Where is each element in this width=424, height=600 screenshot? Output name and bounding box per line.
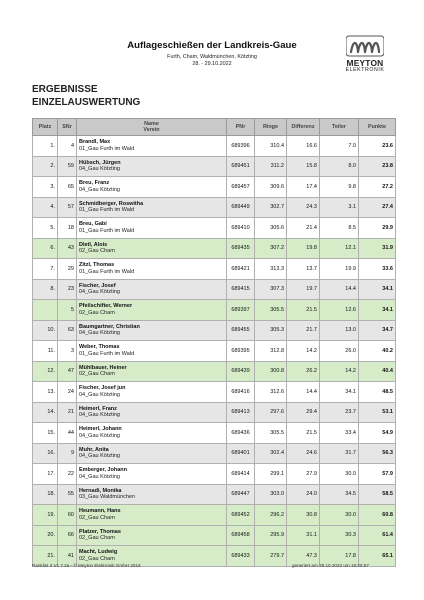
cell-punkte: 33.6: [359, 259, 396, 280]
cell-punkte: 34.1: [359, 279, 396, 300]
cell-teiler: 7.0: [320, 136, 359, 157]
footer-copyright: Ranklist 3 V1.7.2a - © Meyton Elektronik GmbH 2016: [32, 563, 141, 568]
shooter-name: Mühlbauer, Heiner: [79, 364, 127, 371]
shooter-name: Zitzl, Thomas: [79, 262, 115, 269]
cell-ringe: 313.3: [255, 259, 287, 280]
cell-differenz: 21.7: [287, 320, 320, 341]
cell-teiler: 30.0: [320, 505, 359, 526]
cell-teiler: 30.3: [320, 525, 359, 546]
cell-differenz: 21.5: [287, 300, 320, 321]
table-row: [33, 505, 396, 526]
cell-snr: 5: [58, 300, 77, 321]
shooter-club: 04_Gau Kötzting: [79, 473, 120, 480]
table-row: [33, 197, 396, 218]
cell-differenz: 17.4: [287, 177, 320, 198]
shooter-name: Heimerl, Johann: [79, 426, 122, 433]
cell-differenz: 24.3: [287, 197, 320, 218]
table-row: [33, 423, 396, 444]
cell-pnr: 689435: [227, 238, 255, 259]
cell-teiler: 26.0: [320, 341, 359, 362]
cell-pnr: 689439: [227, 361, 255, 382]
cell-name-verein: [77, 484, 227, 505]
col-header-differenz: Differenz: [287, 119, 320, 136]
cell-platz: 8.: [33, 279, 58, 300]
cell-teiler: 14.2: [320, 361, 359, 382]
table-body: [33, 136, 396, 567]
cell-platz: 19.: [33, 505, 58, 526]
cell-snr: 66: [58, 525, 77, 546]
shooter-name: Muhr, Anita: [79, 446, 109, 453]
cell-teiler: 13.0: [320, 320, 359, 341]
table-row: [33, 464, 396, 485]
cell-snr: 41: [58, 546, 77, 567]
col-header-teiler: Teiler: [320, 119, 359, 136]
cell-ringe: 302.7: [255, 197, 287, 218]
cell-ringe: 302.4: [255, 443, 287, 464]
cell-platz: 11.: [33, 341, 58, 362]
cell-pnr: 689447: [227, 484, 255, 505]
cell-pnr: 689458: [227, 525, 255, 546]
cell-punkte: 61.4: [359, 525, 396, 546]
cell-platz: 5.: [33, 218, 58, 239]
shooter-name: Hübsch, Jürgen: [79, 159, 121, 166]
cell-snr: 22: [58, 464, 77, 485]
shooter-club: 03_Gau Waldmünchen: [79, 494, 136, 501]
cell-name-verein: [77, 177, 227, 198]
cell-snr: 23: [58, 279, 77, 300]
shooter-club: 02_Gau Cham: [79, 555, 115, 562]
cell-ringe: 305.3: [255, 320, 287, 341]
cell-teiler: 23.7: [320, 402, 359, 423]
logo-brand-text: MEYTON: [346, 58, 384, 68]
table-row: [33, 341, 396, 362]
table-row: [33, 136, 396, 157]
cell-snr: 44: [58, 423, 77, 444]
cell-punkte: 34.1: [359, 300, 396, 321]
cell-differenz: 19.8: [287, 238, 320, 259]
cell-differenz: 16.6: [287, 136, 320, 157]
cell-platz: 20.: [33, 525, 58, 546]
cell-punkte: 65.1: [359, 546, 396, 567]
cell-pnr: 689416: [227, 382, 255, 403]
cell-punkte: 23.8: [359, 156, 396, 177]
document-dates: 28. - 29.10.2022: [192, 61, 232, 67]
table-row: [33, 525, 396, 546]
shooter-club: 04_Gau Kötzting: [79, 432, 120, 439]
cell-punkte: 60.8: [359, 505, 396, 526]
cell-pnr: 689455: [227, 320, 255, 341]
cell-name-verein: [77, 259, 227, 280]
cell-snr: 59: [58, 156, 77, 177]
col-header-name-verein: [77, 119, 227, 136]
cell-platz: 16.: [33, 443, 58, 464]
logo-subbrand-text: ELEKTRONIK: [345, 67, 385, 73]
cell-punkte: 23.6: [359, 136, 396, 157]
cell-platz: 10.: [33, 320, 58, 341]
shooter-name: Macht, Ludwig: [79, 549, 118, 556]
table-row: [33, 156, 396, 177]
cell-ringe: 296.2: [255, 505, 287, 526]
cell-differenz: 15.8: [287, 156, 320, 177]
cell-ringe: 309.6: [255, 177, 287, 198]
cell-punkte: 29.9: [359, 218, 396, 239]
cell-snr: 47: [58, 361, 77, 382]
shooter-name: Fischer, Josef jun: [79, 385, 126, 392]
cell-snr: 29: [58, 259, 77, 280]
cell-ringe: 305.5: [255, 300, 287, 321]
cell-ringe: 307.3: [255, 279, 287, 300]
cell-name-verein: [77, 505, 227, 526]
cell-pnr: 689457: [227, 177, 255, 198]
cell-pnr: 689415: [227, 279, 255, 300]
cell-punkte: 53.1: [359, 402, 396, 423]
cell-name-verein: [77, 341, 227, 362]
shooter-name: Breu, Gabi: [79, 221, 107, 228]
cell-ringe: 299.1: [255, 464, 287, 485]
cell-pnr: 689396: [227, 136, 255, 157]
cell-differenz: 24.6: [287, 443, 320, 464]
cell-pnr: 689414: [227, 464, 255, 485]
cell-snr: 3: [58, 341, 77, 362]
cell-pnr: 689449: [227, 197, 255, 218]
cell-punkte: 40.4: [359, 361, 396, 382]
cell-platz: 4.: [33, 197, 58, 218]
shooter-club: 02_Gau Cham: [79, 535, 115, 542]
meyton-logo: [340, 34, 390, 76]
cell-pnr: 689452: [227, 505, 255, 526]
shooter-name: Emberger, Johann: [79, 467, 127, 474]
cell-platz: 17.: [33, 464, 58, 485]
cell-pnr: 689395: [227, 341, 255, 362]
cell-differenz: 21.4: [287, 218, 320, 239]
shooter-club: 02_Gau Cham: [79, 248, 115, 255]
shooter-name: Baumgartner, Christian: [79, 323, 140, 330]
cell-snr: 55: [58, 484, 77, 505]
cell-platz: 15.: [33, 423, 58, 444]
cell-pnr: 689413: [227, 402, 255, 423]
footer-generated: generiert am 29.10.2022 um 18:20:57: [292, 563, 369, 568]
shooter-name: Brandl, Max: [79, 139, 111, 146]
cell-teiler: 12.6: [320, 300, 359, 321]
table-row: [33, 382, 396, 403]
cell-pnr: 689433: [227, 546, 255, 567]
cell-punkte: 56.3: [359, 443, 396, 464]
cell-platz: 13.: [33, 382, 58, 403]
cell-ringe: 311.2: [255, 156, 287, 177]
cell-name-verein: [77, 279, 227, 300]
shooter-club: 02_Gau Cham: [79, 371, 115, 378]
cell-snr: 43: [58, 238, 77, 259]
table-row: [33, 218, 396, 239]
cell-teiler: 3.1: [320, 197, 359, 218]
cell-teiler: 8.5: [320, 218, 359, 239]
table-row: [33, 177, 396, 198]
cell-differenz: 21.5: [287, 423, 320, 444]
cell-punkte: 27.4: [359, 197, 396, 218]
cell-ringe: 312.8: [255, 341, 287, 362]
cell-differenz: 26.2: [287, 361, 320, 382]
table-row: [33, 279, 396, 300]
table-row: [33, 300, 396, 321]
cell-teiler: 9.8: [320, 177, 359, 198]
shooter-club: 04_Gau Kötzting: [79, 289, 120, 296]
shooter-club: 01_Gau Furth im Wald: [79, 268, 135, 275]
cell-name-verein: [77, 423, 227, 444]
cell-punkte: 48.5: [359, 382, 396, 403]
cell-snr: 63: [58, 320, 77, 341]
cell-teiler: 19.9: [320, 259, 359, 280]
cell-ringe: 279.7: [255, 546, 287, 567]
col-header-name: Name: [144, 120, 159, 127]
cell-platz: 12.: [33, 361, 58, 382]
cell-platz: 1.: [33, 136, 58, 157]
cell-differenz: 31.1: [287, 525, 320, 546]
shooter-club: 04_Gau Kötzting: [79, 412, 120, 419]
col-header-ringe: Ringe: [255, 119, 287, 136]
cell-ringe: 310.4: [255, 136, 287, 157]
cell-ringe: 303.0: [255, 484, 287, 505]
cell-punkte: 34.7: [359, 320, 396, 341]
cell-pnr: 689436: [227, 423, 255, 444]
shooter-club: 02_Gau Cham: [79, 514, 115, 521]
cell-platz: 2.: [33, 156, 58, 177]
cell-differenz: 47.3: [287, 546, 320, 567]
cell-teiler: 30.0: [320, 464, 359, 485]
cell-pnr: 689451: [227, 156, 255, 177]
cell-pnr: 689410: [227, 218, 255, 239]
table-row: [33, 320, 396, 341]
cell-punkte: 54.9: [359, 423, 396, 444]
shooter-name: Hernadi, Monika: [79, 487, 122, 494]
cell-platz: [33, 300, 58, 321]
cell-snr: 57: [58, 197, 77, 218]
shooter-name: Platzer, Thomas: [79, 528, 121, 535]
cell-ringe: 295.9: [255, 525, 287, 546]
cell-name-verein: [77, 402, 227, 423]
cell-name-verein: [77, 156, 227, 177]
cell-differenz: 24.0: [287, 484, 320, 505]
table-header-row: [33, 119, 396, 136]
meyton-logo-mark-icon: [346, 34, 384, 58]
table-row: [33, 259, 396, 280]
cell-differenz: 14.2: [287, 341, 320, 362]
cell-differenz: 19.7: [287, 279, 320, 300]
cell-pnr: 689401: [227, 443, 255, 464]
cell-name-verein: [77, 464, 227, 485]
cell-teiler: 17.8: [320, 546, 359, 567]
cell-name-verein: [77, 361, 227, 382]
shooter-name: Breu, Franz: [79, 180, 110, 187]
cell-teiler: 14.4: [320, 279, 359, 300]
cell-platz: 7.: [33, 259, 58, 280]
table-row: [33, 402, 396, 423]
shooter-club: 04_Gau Kötzting: [79, 166, 120, 173]
cell-snr: 21: [58, 402, 77, 423]
shooter-name: Dietl, Alois: [79, 241, 108, 248]
cell-platz: 18.: [33, 484, 58, 505]
cell-snr: 65: [58, 177, 77, 198]
cell-name-verein: [77, 238, 227, 259]
cell-differenz: 14.4: [287, 382, 320, 403]
shooter-name: Weber, Thomas: [79, 344, 120, 351]
cell-differenz: 27.9: [287, 464, 320, 485]
cell-name-verein: [77, 218, 227, 239]
cell-snr: 4: [58, 136, 77, 157]
cell-ringe: 307.2: [255, 238, 287, 259]
cell-teiler: 33.4: [320, 423, 359, 444]
table-row: [33, 443, 396, 464]
col-header-punkte: Punkte: [359, 119, 396, 136]
shooter-name: Heumann, Hans: [79, 508, 121, 515]
table-row: [33, 484, 396, 505]
col-header-pnr: PNr: [227, 119, 255, 136]
shooter-club: 04_Gau Kötzting: [79, 186, 120, 193]
cell-pnr: 689421: [227, 259, 255, 280]
cell-punkte: 40.2: [359, 341, 396, 362]
cell-platz: 14.: [33, 402, 58, 423]
shooter-club: 01_Gau Furth im Wald: [79, 227, 135, 234]
shooter-club: 04_Gau Kötzting: [79, 391, 120, 398]
cell-teiler: 34.1: [320, 382, 359, 403]
cell-punkte: 27.2: [359, 177, 396, 198]
cell-differenz: 30.8: [287, 505, 320, 526]
cell-ringe: 305.6: [255, 218, 287, 239]
cell-ringe: 297.6: [255, 402, 287, 423]
cell-punkte: 31.9: [359, 238, 396, 259]
document-title: Auflageschießen der Landkreis-Gaue: [127, 40, 297, 51]
cell-teiler: 12.1: [320, 238, 359, 259]
cell-teiler: 34.5: [320, 484, 359, 505]
results-heading: ERGEBNISSE: [32, 84, 98, 95]
cell-platz: 3.: [33, 177, 58, 198]
cell-teiler: 31.7: [320, 443, 359, 464]
cell-name-verein: [77, 136, 227, 157]
cell-snr: 24: [58, 382, 77, 403]
cell-ringe: 300.8: [255, 361, 287, 382]
shooter-club: 01_Gau Furth im Wald: [79, 145, 135, 152]
shooter-club: 01_Gau Furth im Wald: [79, 207, 135, 214]
cell-punkte: 57.9: [359, 464, 396, 485]
shooter-name: Heimerl, Franz: [79, 405, 117, 412]
cell-name-verein: [77, 382, 227, 403]
col-header-verein: Verein: [143, 127, 160, 133]
shooter-name: Schmidberger, Roswitha: [79, 200, 144, 207]
cell-name-verein: [77, 300, 227, 321]
cell-teiler: 8.0: [320, 156, 359, 177]
shooter-name: Pfeilschifter, Werner: [79, 303, 133, 310]
cell-name-verein: [77, 197, 227, 218]
shooter-name: Fischer, Josef: [79, 282, 116, 289]
table-row: [33, 361, 396, 382]
col-header-snr: SNr: [58, 119, 77, 136]
cell-platz: 6.: [33, 238, 58, 259]
cell-name-verein: [77, 320, 227, 341]
table-row: [33, 238, 396, 259]
cell-snr: 9: [58, 443, 77, 464]
cell-snr: 60: [58, 505, 77, 526]
document-subtitle: Furth, Cham, Waldmünchen, Kötzting: [167, 54, 257, 60]
cell-name-verein: [77, 443, 227, 464]
cell-snr: 18: [58, 218, 77, 239]
shooter-club: 02_Gau Cham: [79, 309, 115, 316]
cell-differenz: 29.4: [287, 402, 320, 423]
cell-pnr: 689397: [227, 300, 255, 321]
col-header-platz: Platz: [33, 119, 58, 136]
cell-punkte: 58.5: [359, 484, 396, 505]
shooter-club: 04_Gau Kötzting: [79, 453, 120, 460]
shooter-club: 04_Gau Kötzting: [79, 330, 120, 337]
results-subheading: EINZELAUSWERTUNG: [32, 97, 141, 108]
shooter-club: 01_Gau Furth im Wald: [79, 350, 135, 357]
cell-platz: 21.: [33, 546, 58, 567]
results-table: [32, 118, 396, 567]
cell-differenz: 13.7: [287, 259, 320, 280]
cell-name-verein: [77, 525, 227, 546]
cell-ringe: 312.6: [255, 382, 287, 403]
cell-ringe: 305.5: [255, 423, 287, 444]
